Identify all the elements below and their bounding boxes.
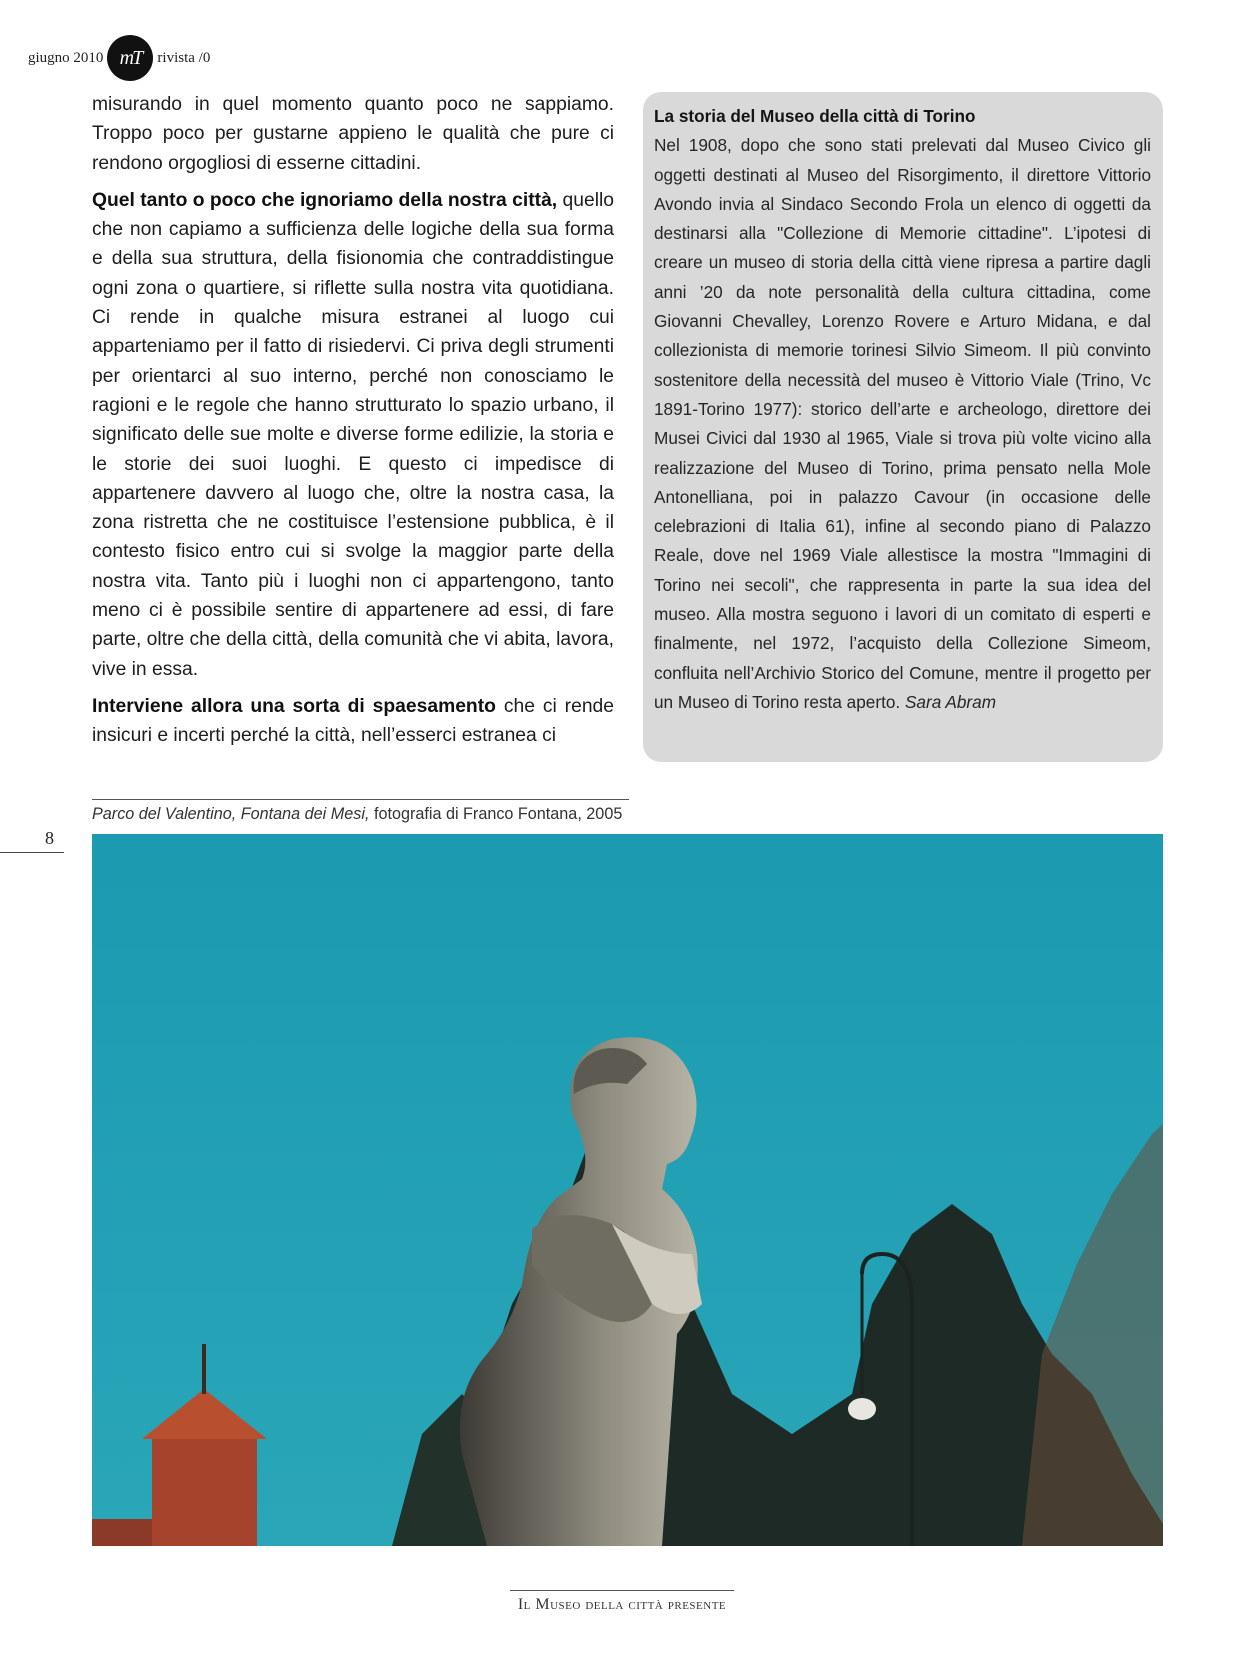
paragraph-3: Interviene allora una sorta di spaesamento che ci rende insicuri e incerti perché la città, nell’esserci estranea ci — [92, 695, 614, 747]
sidebar-box — [643, 92, 1163, 762]
paragraph-2-lead: Quel tanto o poco che ignoriamo della nostra città, — [92, 189, 558, 211]
paragraph-1: misurando in quel momento quanto poco ne sappiamo. Troppo poco per gustarne appieno le qualità che pure ci rendono orgogliosi di esserne cittadini. — [92, 94, 614, 174]
caption-divider — [92, 799, 629, 800]
sidebar-body: Nel 1908, dopo che sono stati prelevati dal Museo Civico gli oggetti destinati al Museo del Risorgimento, il direttore Vittorio Avondo invia al Sindaco Secondo Frola un elenco di oggetti da destinarsi alla "Collezione di Memorie cittadine". L’ipotesi di creare un museo di storia della città viene ripresa a partire dagli anni ’20 da note personalità della cultura cittadina, come Giovanni Chevalley, Lorenzo Rovere e Arturo Midana, e dal collezionista di memorie torinesi Silvio Simeom. Il più convinto sostenitore della necessità del museo è Vittorio Viale (Trino, Vc 1891-Torino 1977): storico dell’arte e archeologo, direttore dei Musei Civici dal 1930 al 1965, Viale si trova più volte vicino alla realizzazione del Museo di Torino, prima pensato nella Mole Antonelliana, poi in palazzo Cavour (in occasione delle celebrazioni di Italia 61), infine al secondo piano di Palazzo Reale, dove nel 1969 Viale allestisce la mostra "Immagini di Torino nei secoli", che rappresenta in parte la sua idea del museo. Alla mostra seguono i lavori di un comitato di esperti e finalmente, nel 1972, l’acquisto della Collezione Simeom, confluita nell’Archivio Storico del Comune, mentre il progetto per un Museo di Torino resta aperto. Sara Abram — [654, 135, 1151, 712]
page-number-rule — [0, 852, 64, 853]
running-footer: Il Museo della città presente — [517, 1596, 727, 1613]
header-issue: rivista /0 — [157, 49, 211, 66]
running-header — [28, 34, 210, 82]
main-text-column — [92, 90, 614, 759]
header-date: giugno 2010 — [28, 49, 104, 66]
footer-rule — [510, 1590, 734, 1591]
sidebar-author: Sara Abram — [904, 691, 997, 712]
statue-photograph — [92, 834, 1163, 1546]
paragraph-3-lead: Interviene allora una sorta di spaesamento — [92, 695, 496, 717]
photo-caption: Parco del Valentino, Fontana dei Mesi, fotografia di Franco Fontana, 2005 — [92, 805, 623, 823]
magazine-logo: mT — [107, 35, 153, 81]
page-number: 8 — [45, 828, 54, 848]
sidebar-title: La storia del Museo della città di Torino — [654, 106, 976, 126]
paragraph-2: Quel tanto o poco che ignoriamo della nostra città, quello che non capiamo a sufficienza delle logiche della sua forma e della sua struttura, della fisionomia che contraddistingue ogni zona o quartiere, si riflette sulla nostra vita quotidiana. Ci rende in qualche misura estranei al luogo cui apparteniamo per il fatto di risiedervi. Ci priva degli strumenti per orientarci al suo interno, perché non conosciamo le ragioni e le regole che hanno strutturato lo spazio urbano, il significato delle sue molte e diverse forme edilizie, la storia e le storie dei suoi luoghi. E questo ci impedisce di appartenere davvero al luogo che, oltre la nostra casa, la zona ristretta che ne costituisce l’estensione pubblica, è il contesto fisico entro cui si svolge la maggior parte della nostra vita. Tanto più i luoghi non ci appartengono, tanto meno ci è possibile sentire di appartenere ad essi, di fare parte, oltre che della città, della comunità che vi abita, lavora, vive in essa. — [92, 189, 614, 680]
